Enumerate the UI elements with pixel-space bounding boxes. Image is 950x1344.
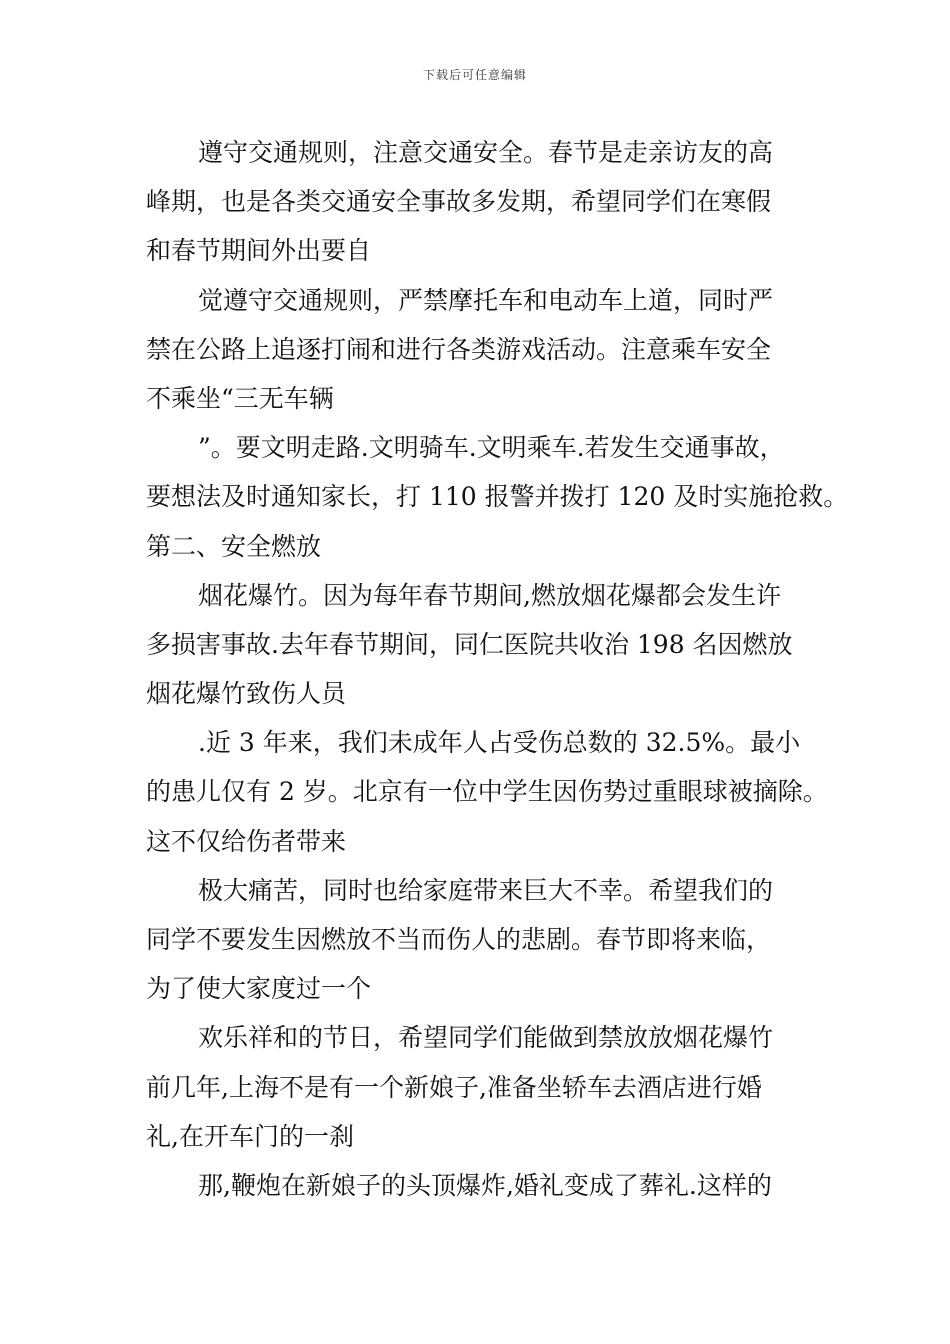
text-line: 和春节期间外出要自 — [146, 236, 372, 266]
text-line: 禁在公路上追逐打闹和进行各类游戏活动。注意乘车安全 — [146, 334, 772, 364]
text-line: .近 3 年来，我们未成年人占受伤总数的 32.5%。最小 — [198, 728, 801, 758]
text-line: 礼,在开车门的一刹 — [146, 1121, 354, 1151]
text-line: 的患儿仅有 2 岁。北京有一位中学生因伤势过重眼球被摘除。 — [146, 777, 828, 807]
text-line: 为了使大家度过一个 — [146, 974, 372, 1004]
text-line: 要想法及时通知家长，打 110 报警并拨打 120 及时实施抢救。 — [146, 482, 849, 512]
header-note: 下载后可任意编辑 — [422, 68, 527, 82]
text-line: 不乘坐“三无车辆 — [146, 383, 334, 413]
text-line: 这不仅给伤者带来 — [146, 826, 347, 856]
text-line: 极大痛苦，同时也给家庭带来巨大不幸。希望我们的 — [198, 875, 774, 905]
text-line: 觉遵守交通规则，严禁摩托车和电动车上道，同时严 — [198, 285, 774, 315]
text-line: 前几年,上海不是有一个新娘子,准备坐轿车去酒店进行婚 — [146, 1072, 762, 1102]
text-line: ”。要文明走路.文明骑车.文明乘车.若发生交通事故， — [198, 433, 785, 463]
section-heading: 第二、安全燃放 — [146, 531, 322, 561]
text-line: 烟花爆竹。因为每年春节期间,燃放烟花爆都会发生许 — [198, 580, 781, 610]
text-line: 烟花爆竹致伤人员 — [146, 679, 347, 709]
document-body — [146, 128, 849, 1210]
text-line: 同学不要发生因燃放不当而伤人的悲剧。春节即将来临， — [146, 925, 772, 954]
text-line: 峰期，也是各类交通安全事故多发期，希望同学们在寒假 — [146, 187, 772, 217]
text-line: 那,鞭炮在新娘子的头顶爆炸,婚礼变成了葬礼.这样的 — [198, 1170, 772, 1200]
text-line: 多损害事故.去年春节期间，同仁医院共收治 198 名因燃放 — [146, 629, 793, 659]
text-line: 欢乐祥和的节日，希望同学们能做到禁放放烟花爆竹 — [198, 1023, 774, 1053]
text-line: 遵守交通规则，注意交通安全。春节是走亲访友的高 — [198, 138, 774, 167]
